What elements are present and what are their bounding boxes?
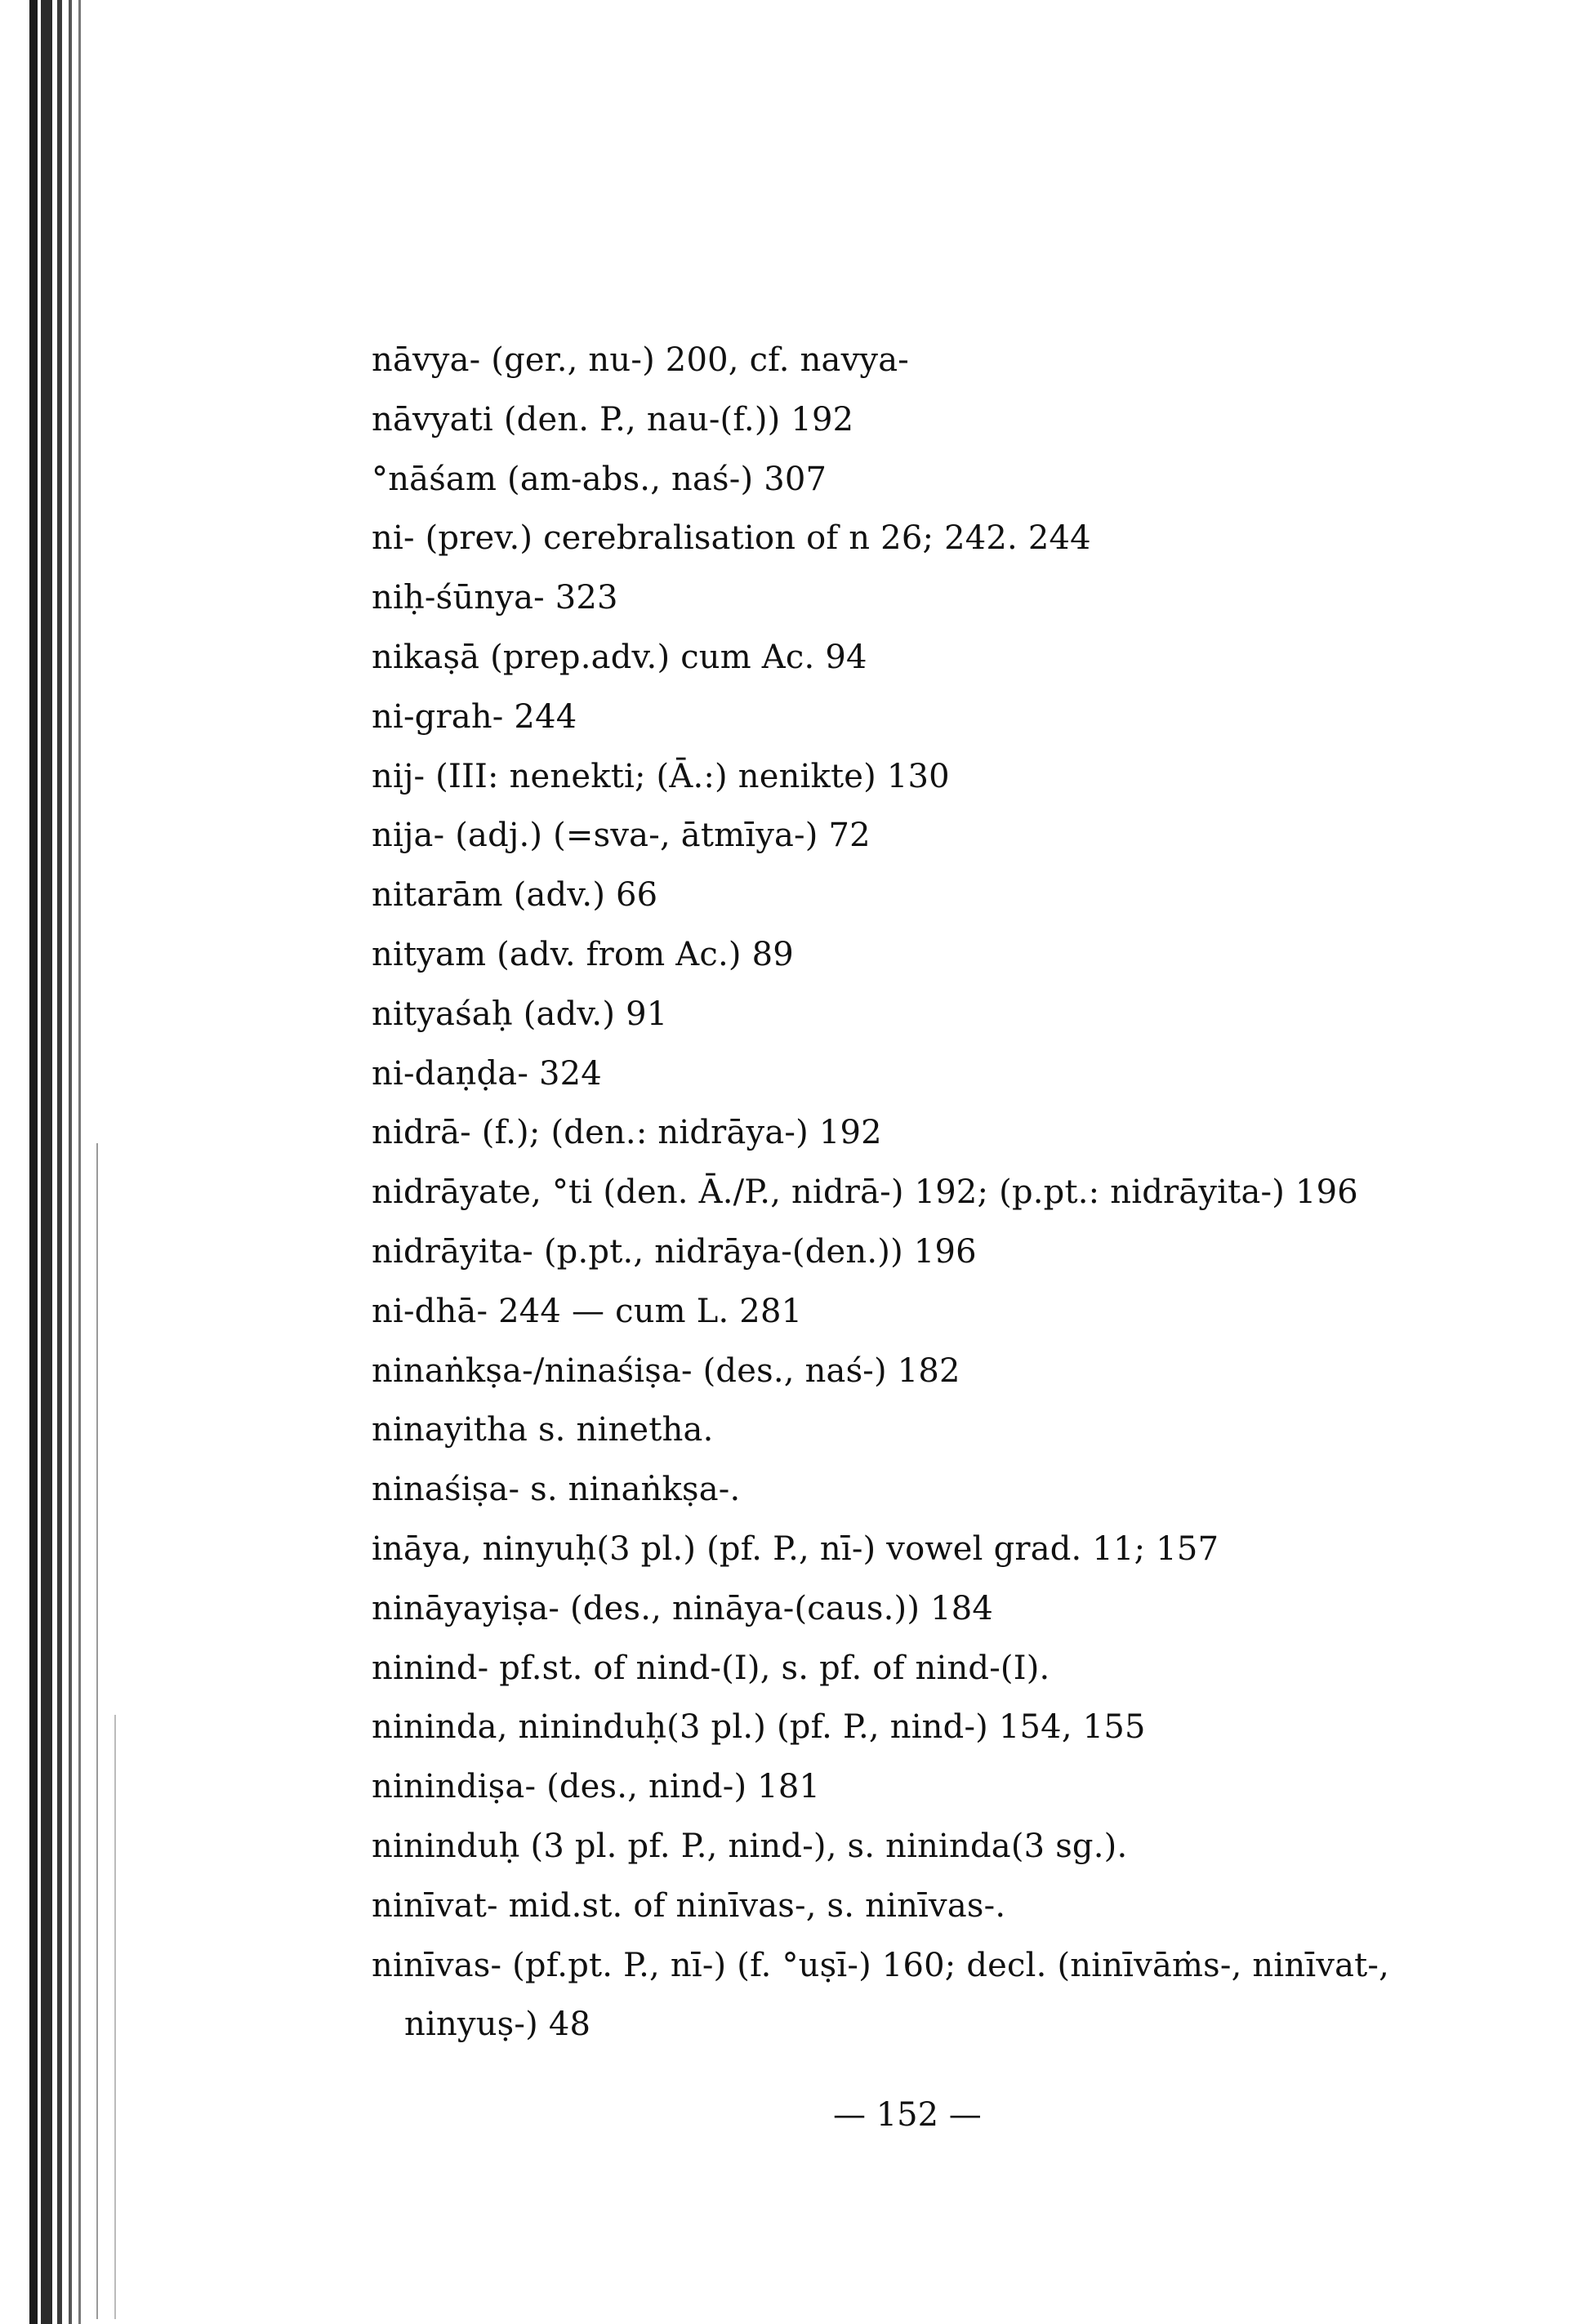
binding-stripe <box>78 0 81 2324</box>
binding-stripe <box>96 1143 98 2319</box>
index-entry: nininda, nininduḥ(3 pl.) (pf. P., nind-) 154, 155 <box>372 1708 1146 1747</box>
index-entry: ni-grah- 244 <box>372 697 577 736</box>
binding-stripe <box>41 0 52 2324</box>
index-entry: nināyayiṣa- (des., nināya-(caus.)) 184 <box>372 1589 994 1627</box>
index-entry: ināya, ninyuḥ(3 pl.) (pf. P., nī-) vowel grad. 11; 157 <box>372 1529 1219 1568</box>
index-entry: nitarām (adv.) 66 <box>372 876 658 915</box>
binding-stripe <box>69 0 72 2324</box>
index-entry: ninīvat- mid.st. of ninīvas-, s. ninīvas-. <box>372 1886 1006 1925</box>
index-entry: ninaśiṣa- s. ninaṅkṣa-. <box>372 1471 741 1509</box>
binding-stripe <box>57 0 62 2324</box>
index-entry: nityam (adv. from Ac.) 89 <box>372 935 794 973</box>
index-entry: ni- (prev.) cerebralisation of n 26; 242. 244 <box>372 519 1091 558</box>
page-number: — 152 — <box>833 2096 982 2134</box>
index-entry: nij- (III: nenekti; (Ā.:) nenikte) 130 <box>372 757 950 795</box>
index-entry: °nāśam (am-abs., naś-) 307 <box>372 460 827 498</box>
index-entry: nikaṣā (prep.adv.) cum Ac. 94 <box>372 638 867 676</box>
index-entry: ninindiṣa- (des., nind-) 181 <box>372 1768 821 1806</box>
index-entry: ni-dhā- 244 — cum L. 281 <box>372 1292 803 1330</box>
book-binding-edge <box>0 0 131 2324</box>
index-entry: nininduḥ (3 pl. pf. P., nind-), s. nininda(3 sg.). <box>372 1827 1128 1865</box>
index-entry-continuation: ninyuṣ-) 48 <box>404 2006 591 2044</box>
binding-stripe <box>114 1715 116 2319</box>
index-entry: ninayitha s. ninetha. <box>372 1411 714 1449</box>
index-entry: niḥ-śūnya- 323 <box>372 579 618 617</box>
index-entry: ninind- pf.st. of nind-(I), s. pf. of nind-(I). <box>372 1649 1050 1687</box>
index-entry: nityaśaḥ (adv.) 91 <box>372 995 668 1033</box>
index-entry: ninīvas- (pf.pt. P., nī-) (f. °uṣī-) 160; decl. (ninīvāṁs-, ninīvat-, <box>372 1946 1390 1984</box>
index-entry: nāvya- (ger., nu-) 200, cf. navya- <box>372 341 909 379</box>
index-entry: ninaṅkṣa-/ninaśiṣa- (des., naś-) 182 <box>372 1351 960 1390</box>
index-entries <box>372 331 1548 2055</box>
index-entry: nidrā- (f.); (den.: nidrāya-) 192 <box>372 1114 882 1152</box>
index-entry: ni-daṇḍa- 324 <box>372 1054 602 1093</box>
index-entry: nidrāyate, °ti (den. Ā./P., nidrā-) 192; (p.pt.: nidrāyita-) 196 <box>372 1173 1358 1212</box>
binding-stripe <box>29 0 38 2324</box>
index-entry: nāvyati (den. P., nau-(f.)) 192 <box>372 400 854 439</box>
index-entry: nidrāyita- (p.pt., nidrāya-(den.)) 196 <box>372 1232 977 1271</box>
index-entry: nija- (adj.) (=sva-, ātmīya-) 72 <box>372 817 871 855</box>
